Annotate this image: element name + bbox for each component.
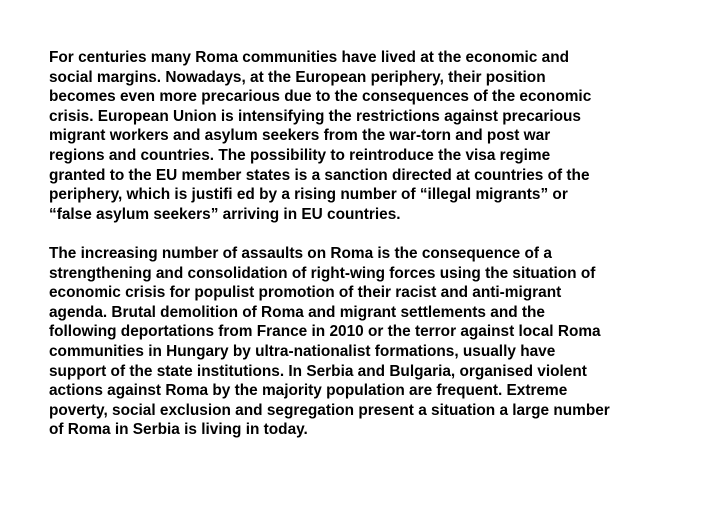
- text-line: agenda. Brutal demolition of Roma and migrant settlements and the: [49, 303, 545, 321]
- text-line: support of the state institutions. In Serbia and Bulgaria, organised violent: [49, 362, 587, 380]
- text-line: of Roma in Serbia is living in today.: [49, 421, 308, 439]
- text-line: granted to the EU member states is a sanction directed at countries of the: [49, 166, 590, 184]
- paragraph-2: [49, 244, 681, 440]
- text-line: economic crisis for populist promotion of their racist and anti-migrant: [49, 284, 562, 302]
- text-line: communities in Hungary by ultra-nationalist formations, usually have: [49, 342, 556, 360]
- text-line: poverty, social exclusion and segregation present a situation a large number: [49, 401, 610, 419]
- text-line: “false asylum seekers” arriving in EU countries.: [49, 205, 401, 223]
- text-line: strengthening and consolidation of right-wing forces using the situation of: [49, 264, 596, 282]
- text-line: The increasing number of assaults on Roma is the consequence of a: [49, 244, 552, 262]
- text-line: periphery, which is justifi ed by a rising number of “illegal migrants” or: [49, 186, 568, 204]
- text-line: following deportations from France in 2010 or the terror against local Roma: [49, 323, 601, 341]
- text-line: migrant workers and asylum seekers from the war-torn and post war: [49, 127, 551, 145]
- body-text: [49, 48, 681, 440]
- text-line: crisis. European Union is intensifying the restrictions against precarious: [49, 107, 581, 125]
- text-line: social margins. Nowadays, at the European periphery, their position: [49, 68, 546, 86]
- text-line: actions against Roma by the majority population are frequent. Extreme: [49, 382, 568, 400]
- text-line: regions and countries. The possibility to reintroduce the visa regime: [49, 146, 551, 164]
- paragraph-1: [49, 48, 681, 224]
- text-line: For centuries many Roma communities have lived at the economic and: [49, 49, 570, 66]
- text-line: becomes even more precarious due to the consequences of the economic: [49, 88, 592, 106]
